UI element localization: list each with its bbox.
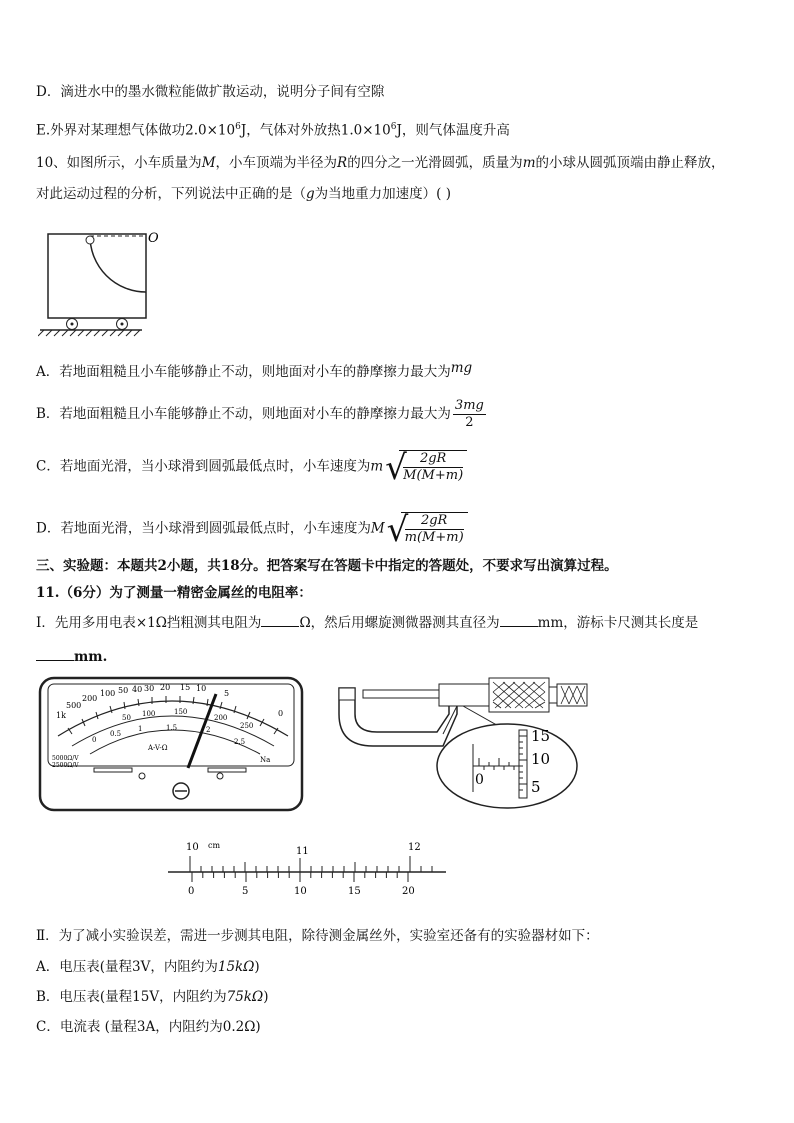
q11-opt-b-close: ) — [263, 989, 269, 1005]
svg-text:1.5: 1.5 — [166, 724, 178, 732]
q11-I-d: mm. — [74, 649, 108, 665]
q10-stem-a: 10、如图所示，小车质量为 — [36, 155, 202, 171]
q11-option-c — [36, 1017, 261, 1037]
anvil — [339, 688, 355, 700]
q9-e-unit1: J — [240, 122, 247, 139]
q10-a-text: A．若地面粗糙且小车能够静止不动，则地面对小车的静摩擦力最大为 — [36, 364, 451, 380]
svg-text:2.5: 2.5 — [234, 738, 246, 746]
spindle — [363, 690, 439, 698]
point-O-label: O — [148, 231, 159, 246]
ground-hatch — [38, 330, 140, 336]
vernier-label-15: 15 — [348, 886, 361, 897]
q10-stem2-a: 对此运动过程的分析，下列说法中正确的是（ — [36, 186, 306, 202]
vernier-label-10: 10 — [294, 886, 307, 897]
q10-a-value: mg — [450, 360, 473, 376]
thimble — [489, 678, 549, 712]
q10-option-c — [36, 448, 467, 488]
q10-option-b — [36, 398, 486, 431]
vernier-label-20: 20 — [402, 886, 415, 897]
svg-text:250: 250 — [240, 722, 254, 730]
caliper-vernier-ticks — [192, 872, 408, 882]
q11-option-a — [36, 957, 260, 977]
svg-text:100: 100 — [100, 689, 116, 698]
caliper-main-11: 11 — [296, 846, 309, 857]
q10-b-den: 2 — [465, 415, 474, 430]
q11-I-a: Ⅰ．先用多用电表×1Ω挡粗测其电阻为 — [36, 615, 262, 631]
q9-e-exp2: 6 — [390, 122, 397, 132]
q10-d-sqrt: √ $\frac{2gR}{m(M+m)}$ — [387, 512, 468, 546]
q9-e-post: ，则气体温度升高 — [401, 122, 510, 139]
quarter-arc — [90, 236, 146, 292]
sleeve-zero-label: 0 — [475, 772, 484, 788]
caliper-unit: cm — [208, 841, 221, 850]
svg-text:40: 40 — [132, 685, 143, 694]
q10-c-text: C．若地面光滑，当小球滑到圆弧最低点时，小车速度为 — [36, 458, 371, 475]
svg-text:5: 5 — [224, 689, 230, 698]
q11-opt-b-text: B．电压表(量程15V，内阻约为 — [36, 989, 227, 1005]
svg-text:200: 200 — [82, 694, 98, 703]
q11-I-b: Ω，然后用螺旋测微器测其直径为 — [299, 615, 500, 631]
q10-var-g: g — [306, 186, 315, 202]
ball — [86, 236, 94, 244]
q10-c-den: M(M+m) — [403, 468, 464, 483]
q11-opt-a-close: ) — [254, 959, 260, 975]
caliper-main-ticks — [190, 856, 432, 872]
q10-stem2-b: 为当地重力加速度）( ) — [314, 186, 451, 202]
q11-opt-b-value: 75kΩ — [226, 989, 264, 1005]
q10-var-R: R — [337, 155, 348, 171]
q10-stem-line1 — [36, 153, 725, 173]
wheel-left-hub — [71, 323, 74, 326]
ratchet-neck — [549, 687, 557, 703]
q9-e-val1: 2.0×10 — [185, 122, 236, 139]
q9-option-e — [36, 117, 510, 141]
sleeve — [439, 684, 489, 706]
svg-text:20: 20 — [160, 683, 171, 692]
blank-resistance[interactable] — [261, 612, 299, 627]
q11-opt-a-value: 15kΩ — [217, 959, 255, 975]
q9-option-d: D．滴进水中的墨水微粒能做扩散运动，说明分子间有空隙 — [36, 84, 385, 100]
svg-text:150: 150 — [174, 708, 188, 716]
meter-left-text2: 2500Ω/V — [52, 762, 79, 769]
cart-figure — [38, 222, 168, 338]
svg-text:50: 50 — [118, 686, 129, 695]
q11-part-I — [36, 612, 698, 633]
thimble-label-10: 10 — [531, 750, 551, 768]
q11-opt-c-close: ) — [255, 1019, 261, 1035]
q11-stem: 11.（6分）为了测量一精密金属丝的电阻率： — [36, 585, 312, 601]
svg-text:10: 10 — [196, 684, 207, 693]
q10-b-fraction — [453, 398, 486, 431]
svg-text:50: 50 — [122, 714, 131, 722]
svg-text:0.5: 0.5 — [110, 730, 122, 738]
svg-text:0: 0 — [92, 736, 97, 744]
q11-part-II: Ⅱ．为了减小实验误差，需进一步测其电阻，除待测金属丝外，实验室还备有的实验器材如下： — [36, 928, 599, 944]
q10-c-num: 2gR — [403, 451, 463, 468]
meter-center-text: A-V-Ω — [148, 744, 168, 752]
meter-left-text1: 5000Ω/V — [52, 755, 79, 762]
svg-text:500: 500 — [66, 701, 82, 710]
caliper-main-10: 10 — [186, 842, 199, 853]
section-3-heading: 三、实验题：本题共2小题，共18分。把答案写在答题卡中指定的答题处，不要求写出演算过程。 — [36, 558, 618, 574]
q10-var-M: M — [201, 155, 216, 171]
q9-e-val2: 1.0×10 — [340, 122, 391, 139]
blank-length[interactable] — [36, 646, 74, 661]
q10-option-a — [36, 362, 472, 382]
q9-e-pre: E.外界对某理想气体做功 — [36, 122, 186, 139]
q10-stem-d: 的小球从圆弧顶端由静止释放， — [535, 155, 725, 171]
q10-option-d — [36, 510, 468, 550]
caliper-figure — [168, 836, 448, 902]
meter-case — [40, 678, 302, 810]
svg-text:30: 30 — [144, 684, 155, 693]
q10-d-coef: M — [370, 520, 385, 537]
q10-c-coef: m — [370, 458, 384, 475]
svg-text:1: 1 — [138, 725, 143, 733]
q9-e-mid: ，气体对外放热 — [246, 122, 341, 139]
caliper-main-12: 12 — [408, 842, 421, 853]
q11-option-b — [36, 987, 268, 1007]
svg-text:15: 15 — [180, 683, 191, 692]
vernier-label-0: 0 — [188, 886, 195, 897]
svg-text:100: 100 — [142, 710, 156, 718]
q10-d-num: 2gR — [405, 513, 464, 530]
blank-diameter[interactable] — [500, 612, 538, 627]
q10-d-den: m(M+m) — [404, 530, 464, 545]
q11-opt-c-text: C．电流表 (量程3A，内阻约为 — [36, 1019, 223, 1035]
thimble-zoom — [519, 730, 527, 798]
q11-part-I-cont — [36, 646, 107, 667]
q10-d-text: D．若地面光滑，当小球滑到圆弧最低点时，小车速度为 — [36, 520, 371, 537]
svg-text:0: 0 — [278, 709, 284, 718]
q10-b-text: B．若地面粗糙且小车能够静止不动，则地面对小车的静摩擦力最大为 — [36, 406, 451, 422]
q11-opt-c-value: 0.2Ω — [222, 1019, 256, 1035]
thimble-label-5: 5 — [531, 778, 541, 796]
q10-b-num: 3mg — [454, 398, 484, 413]
svg-text:2: 2 — [206, 726, 211, 734]
q10-stem-c: 的四分之一光滑圆弧，质量为 — [347, 155, 523, 171]
q10-c-sqrt: √ $\frac{2gR}{M(M+m)}$ — [385, 450, 467, 484]
vernier-label-5: 5 — [242, 886, 249, 897]
svg-text:1k: 1k — [56, 711, 66, 720]
wheel-right-hub — [121, 323, 124, 326]
q9-e-unit2: J — [396, 122, 402, 139]
q10-stem-b: ，小车顶端为半径为 — [215, 155, 338, 171]
q10-stem-line2 — [36, 184, 451, 204]
q11-opt-a-text: A．电压表(量程3V，内阻约为 — [36, 959, 218, 975]
q11-I-c: mm，游标卡尺测其长度是 — [537, 615, 699, 631]
multimeter-figure — [38, 676, 306, 814]
q9-e-exp1: 6 — [235, 122, 241, 132]
micrometer-figure — [333, 674, 595, 810]
q10-var-m: m — [522, 155, 536, 171]
svg-text:200: 200 — [214, 714, 228, 722]
thimble-label-15: 15 — [531, 727, 551, 745]
meter-right-text: Na — [260, 756, 271, 764]
